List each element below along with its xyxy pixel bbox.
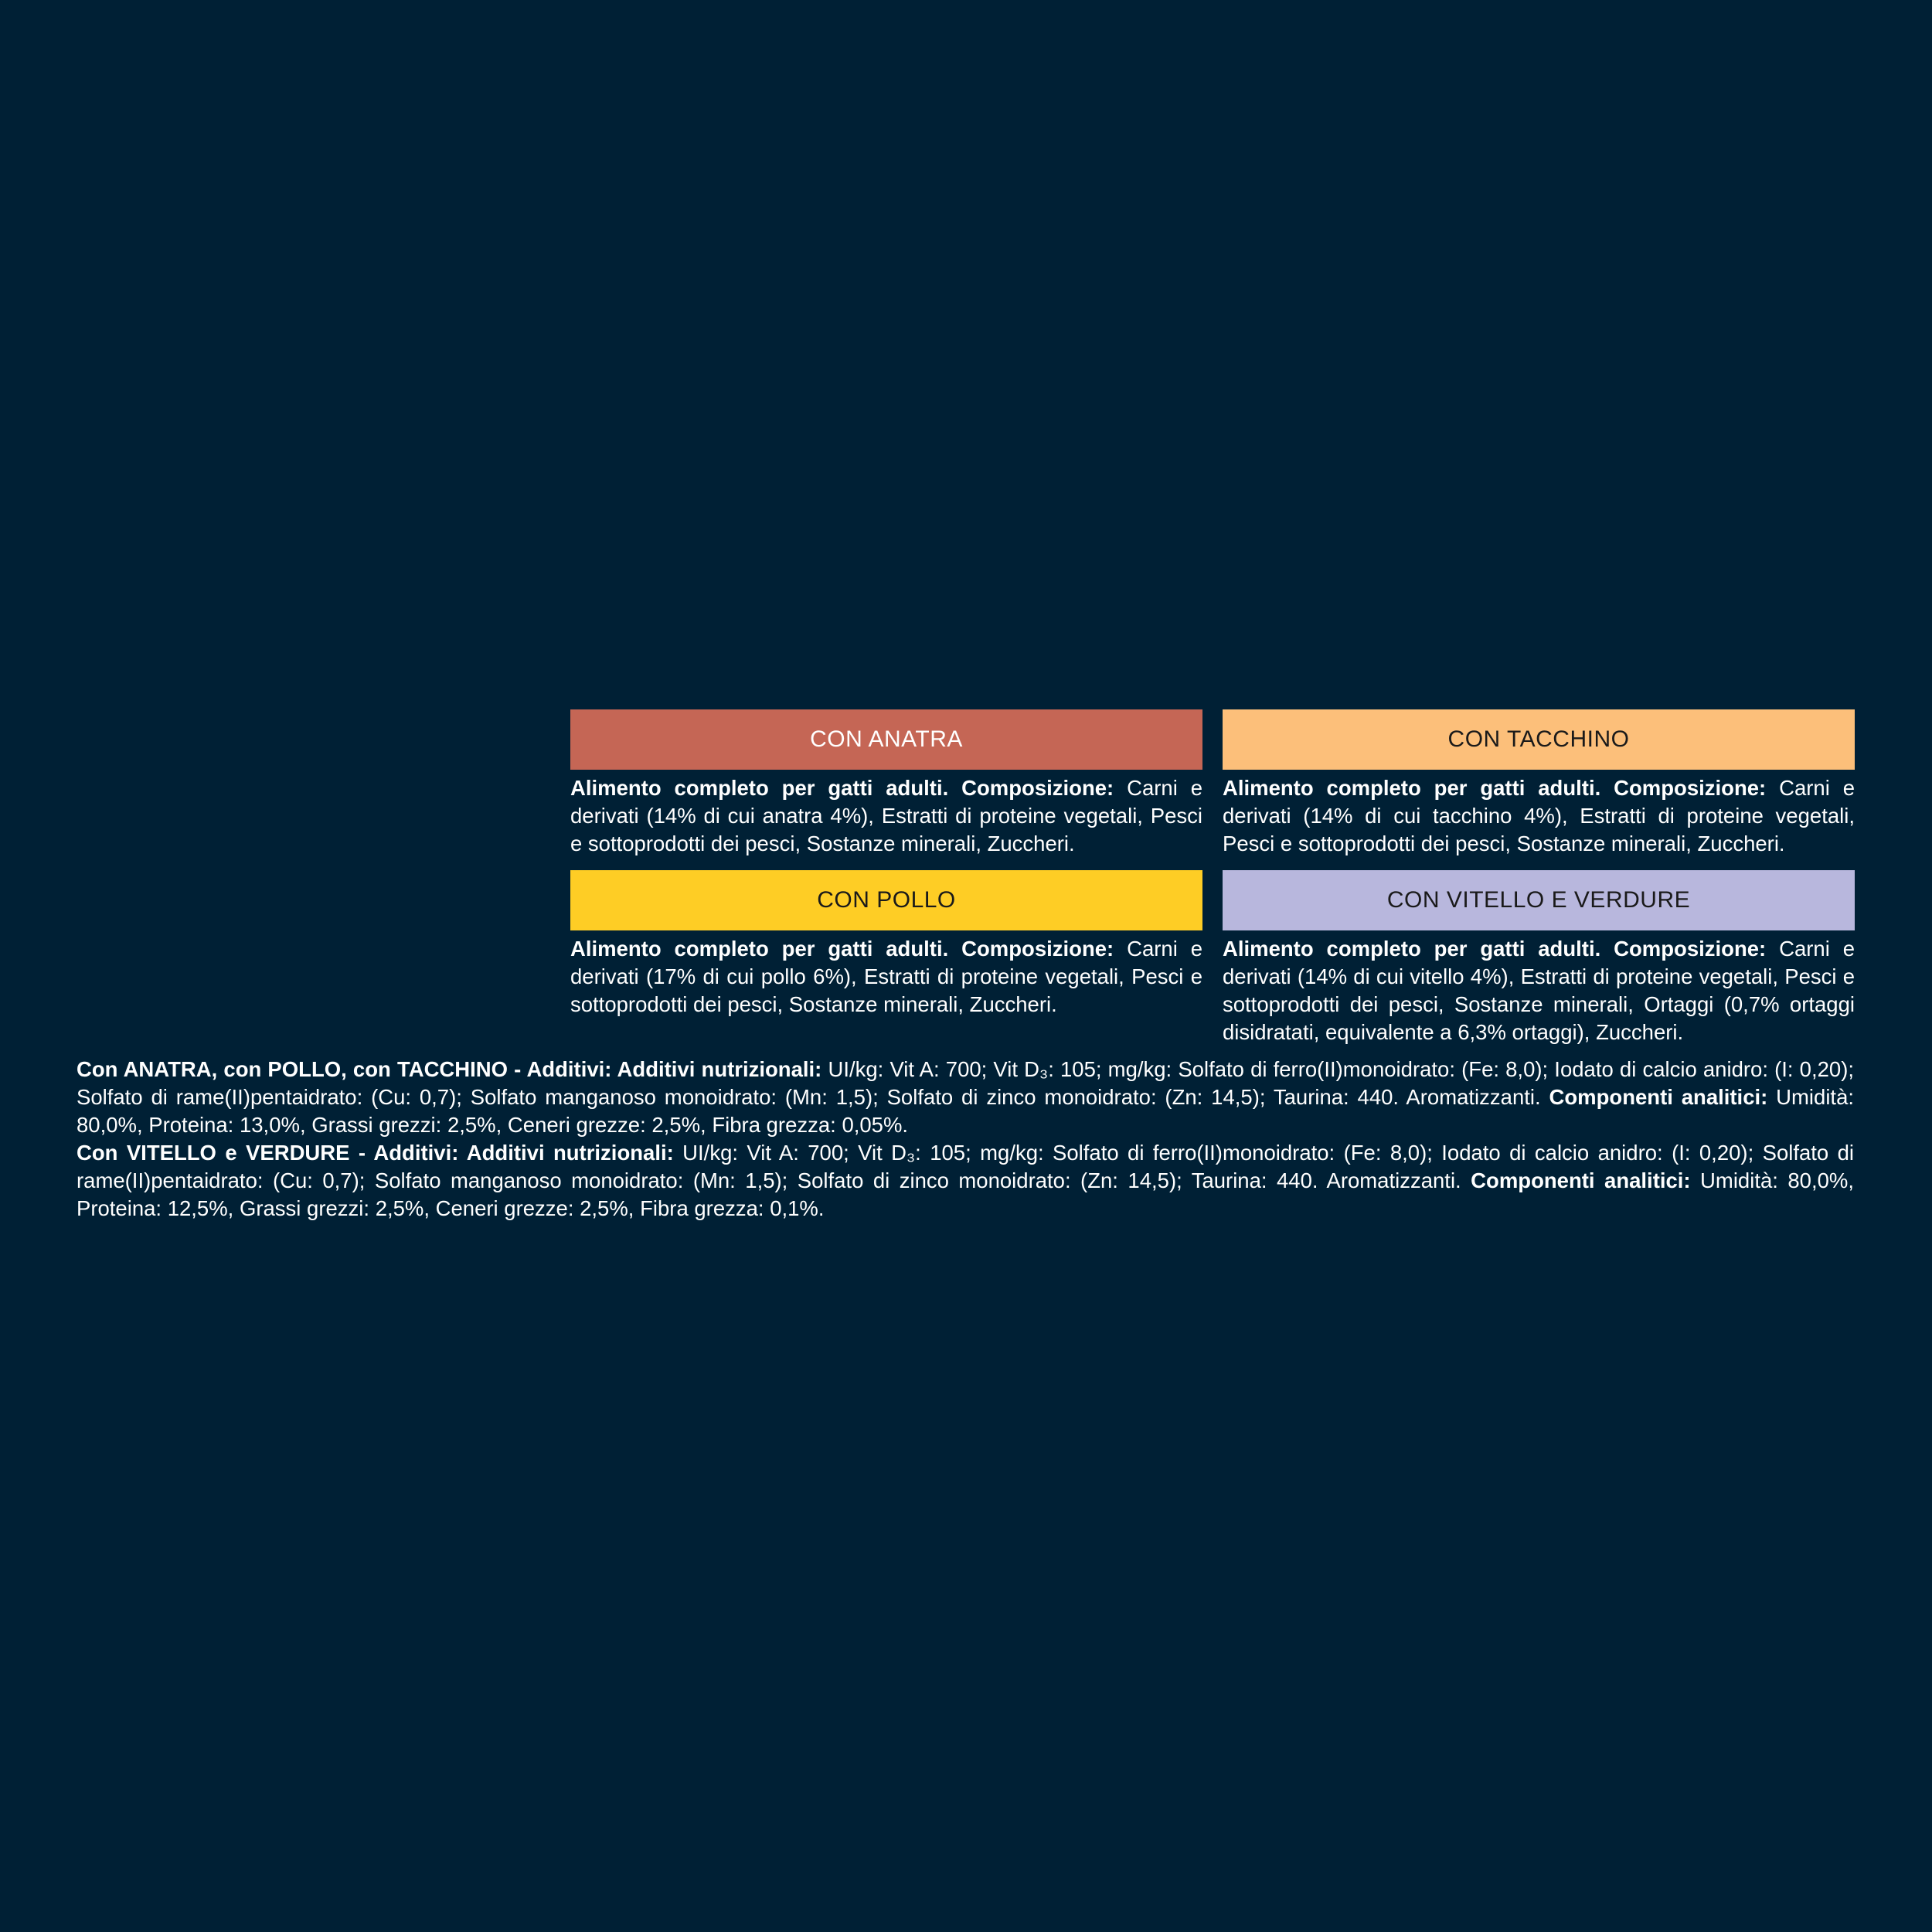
composition-label: Alimento completo per gatti adulti. Composizione: xyxy=(1223,776,1767,800)
analytic-text: Umidità: 80,0%, Proteina: 13,0%, Grassi grezzi: 2,5%, Ceneri grezze: 2,5%, Fibra grezza: 0,05%. xyxy=(77,1085,1855,1137)
card-tacchino xyxy=(1223,709,1855,858)
card-body-vitello xyxy=(1223,935,1855,1046)
card-vitello xyxy=(1223,870,1855,1046)
composition-text: Carni e derivati (14% di cui anatra 4%), Estratti di proteine vegetali, Pesci e sottoprodotti dei pesci, Sostanze minerali, Zuccheri. xyxy=(570,776,1203,855)
composition-text: Carni e derivati (17% di cui pollo 6%), Estratti di proteine vegetali, Pesci e sottoprodotti dei pesci, Sostanze minerali, Zuccheri. xyxy=(570,937,1203,1016)
composition-label: Alimento completo per gatti adulti. Composizione: xyxy=(570,937,1114,961)
card-title-pollo: CON POLLO xyxy=(817,887,956,913)
card-header-anatra xyxy=(570,709,1202,770)
card-title-anatra: CON ANATRA xyxy=(810,726,963,752)
card-anatra xyxy=(570,709,1202,858)
card-header-vitello xyxy=(1223,870,1855,930)
card-header-tacchino xyxy=(1223,709,1855,770)
analytic-label: Componenti analitici: xyxy=(1471,1168,1691,1192)
additives-text: UI/kg: Vit A: 700; Vit D₃: 105; mg/kg: Solfato di ferro(II)monoidrato: (Fe: 8,0); Iodato di calcio anidro: (I: 0,20); Solfato di rame(II)pentaidrato: (Cu: 0,7); Solfato manganoso monoidrato: (Mn: 1,5); Solfato di zinco monoidrato: (Zn: 14,5); Taurina: 440. Aromatizzanti. xyxy=(77,1141,1855,1192)
additives-section xyxy=(77,1056,1854,1223)
card-pollo xyxy=(570,870,1202,1019)
additives-heading: Con VITELLO e VERDURE - Additivi: Additivi nutrizionali: xyxy=(77,1141,674,1165)
composition-label: Alimento completo per gatti adulti. Composizione: xyxy=(570,776,1114,800)
analytic-label: Componenti analitici: xyxy=(1549,1085,1768,1109)
card-body-tacchino xyxy=(1223,774,1855,858)
card-title-vitello: CON VITELLO E VERDURE xyxy=(1386,887,1691,913)
additives-text: UI/kg: Vit A: 700; Vit D₃: 105; mg/kg: Solfato di ferro(II)monoidrato: (Fe: 8,0); Iodato di calcio anidro: (I: 0,20); Solfato di rame(II)pentaidrato: (Cu: 0,7); Solfato manganoso monoidrato: (Mn: 1,5); Solfato di zinco monoidrato: (Zn: 14,5); Taurina: 440. Aromatizzanti. xyxy=(77,1057,1854,1109)
card-title-tacchino: CON TACCHINO xyxy=(1447,726,1630,752)
card-body-pollo xyxy=(570,935,1202,1019)
additives-heading: Con ANATRA, con POLLO, con TACCHINO - Additivi: Additivi nutrizionali: xyxy=(77,1057,822,1081)
composition-text: Carni e derivati (14% di cui vitello 4%), Estratti di proteine vegetali, Pesci e sottoprodotti dei pesci, Sostanze minerali, Ortaggi (0,7% ortaggi disidratati, equivalente a 6,3% ortaggi), Zuccheri. xyxy=(1223,937,1855,1044)
card-body-anatra xyxy=(570,774,1202,858)
composition-label: Alimento completo per gatti adulti. Composizione: xyxy=(1223,937,1767,961)
additives-group-1 xyxy=(77,1056,1854,1139)
card-header-pollo xyxy=(570,870,1202,930)
composition-text: Carni e derivati (14% di cui tacchino 4%), Estratti di proteine vegetali, Pesci e sottoprodotti dei pesci, Sostanze minerali, Zuccheri. xyxy=(1223,776,1855,855)
analytic-text: Umidità: 80,0%, Proteina: 12,5%, Grassi grezzi: 2,5%, Ceneri grezze: 2,5%, Fibra grezza: 0,1%. xyxy=(77,1168,1854,1220)
additives-group-2 xyxy=(77,1139,1854,1223)
